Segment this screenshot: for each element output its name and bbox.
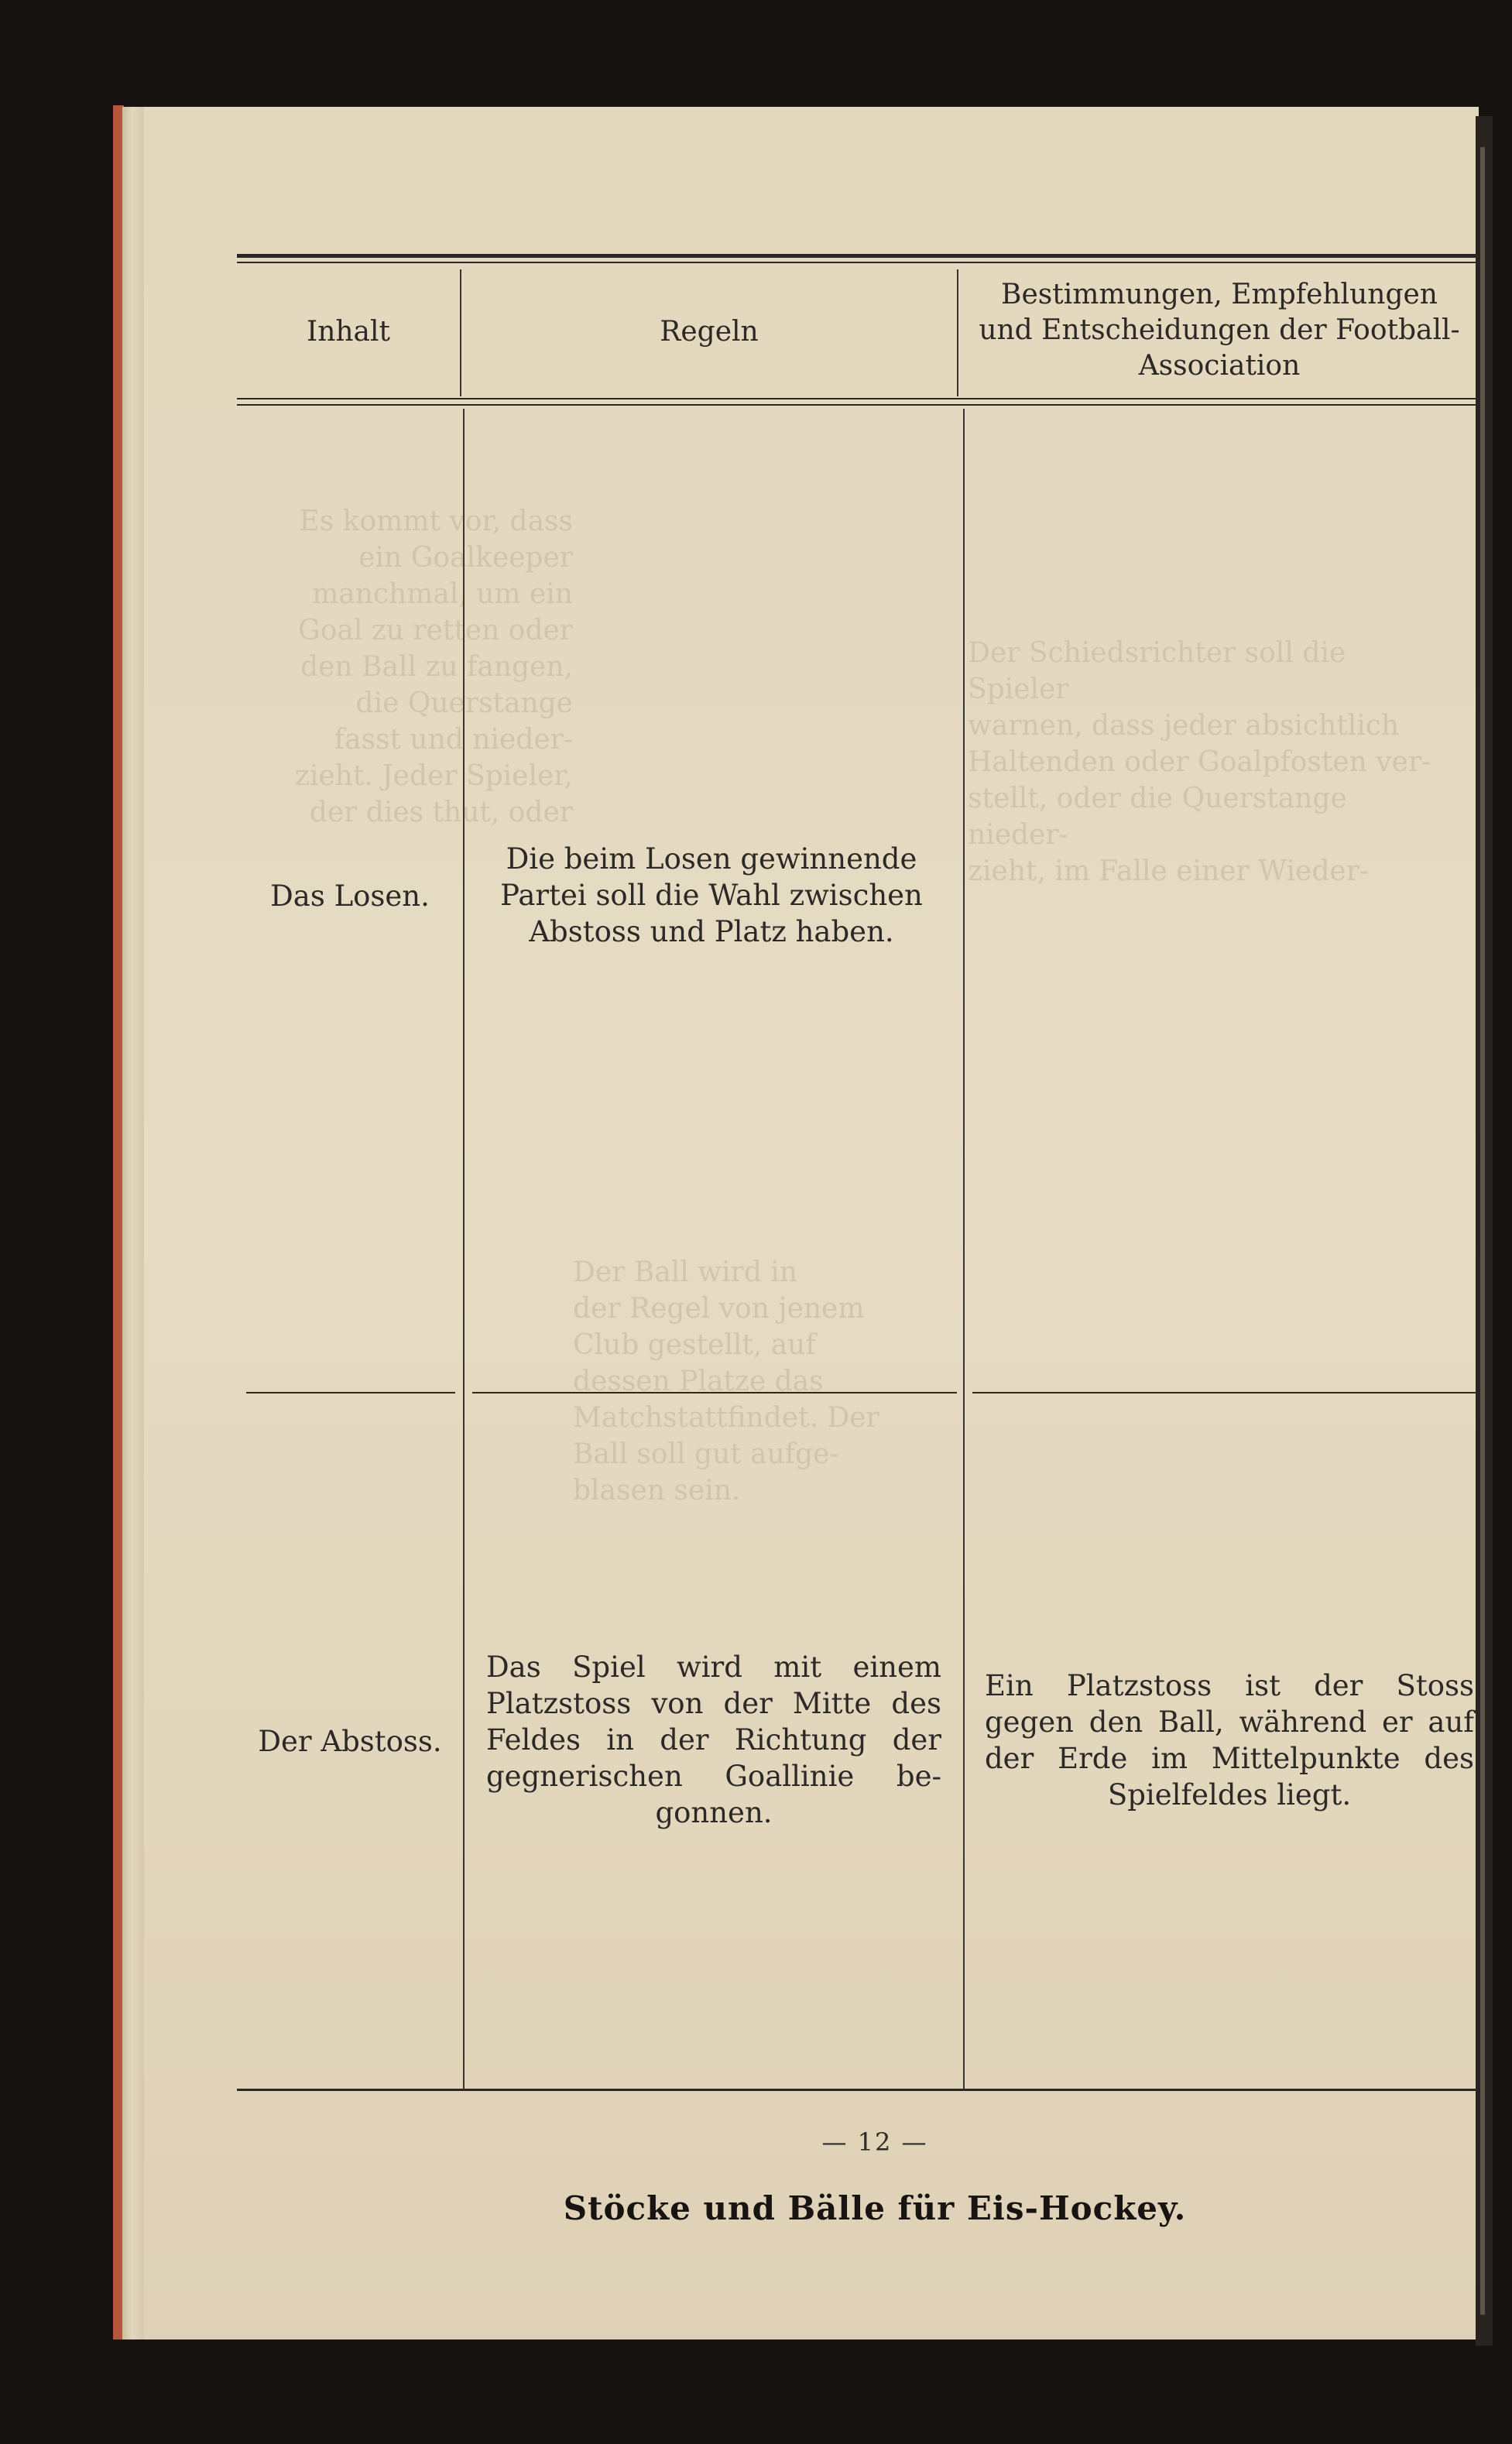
page-number: — 12 — [821,2127,928,2157]
provision-line: Ein Platzstoss ist der Stoss [985,1669,1474,1702]
rule-line: Partei soll die Wahl zwischen [500,879,923,912]
table-top-rule-thin [237,262,1479,263]
row-divider-col1 [246,1392,455,1393]
header-bestimmungen-line: Bestimmungen, Empfehlungen [1001,279,1438,310]
row-divider-col2 [472,1392,957,1393]
binding-highlight [1480,147,1485,2315]
rule-line: Das Spiel wird mit einem [486,1650,941,1684]
table-top-rule [237,254,1479,258]
column-divider-2 [963,409,965,2090]
header-bottom-rule [237,398,1479,399]
header-bestimmungen-line: Association [1138,350,1301,382]
header-bestimmungen-line: und Entscheidungen der Football- [979,314,1460,346]
column-divider-1 [463,409,465,2090]
row-content-abstoss: Der Abstoss. [258,1725,442,1758]
rule-line: gonnen. [655,1796,773,1829]
table-bottom-rule [237,2089,1479,2091]
provision-line: der Erde im Mittelpunkte des [985,1742,1474,1775]
row-provision-abstoss [985,1668,1474,1813]
page [144,107,1479,2339]
rule-line: gegnerischen Goallinie be- [486,1760,941,1793]
header-column-divider-2 [957,269,958,396]
rule-line: Abstoss und Platz haben. [529,915,894,948]
rule-line: Feldes in der Richtung der [486,1723,941,1757]
rule-line: Platzstoss von der Mitte des [486,1687,941,1720]
header-regeln: Regeln [660,316,759,348]
row-content-losen: Das Losen. [270,879,430,913]
row-rule-losen [475,841,948,950]
rule-line: Die beim Losen gewinnende [506,842,917,876]
provision-line: gegen den Ball, während er auf [985,1705,1474,1739]
header-bestimmungen [960,277,1479,384]
advertisement-line: Stöcke und Bälle für Eis-Hockey. [563,2189,1187,2227]
row-rule-abstoss [486,1649,941,1831]
row-divider-col3 [972,1392,1479,1393]
header-bottom-rule-double [237,404,1479,406]
provision-line: Spielfeldes liegt. [1107,1778,1352,1812]
header-inhalt: Inhalt [306,316,391,348]
